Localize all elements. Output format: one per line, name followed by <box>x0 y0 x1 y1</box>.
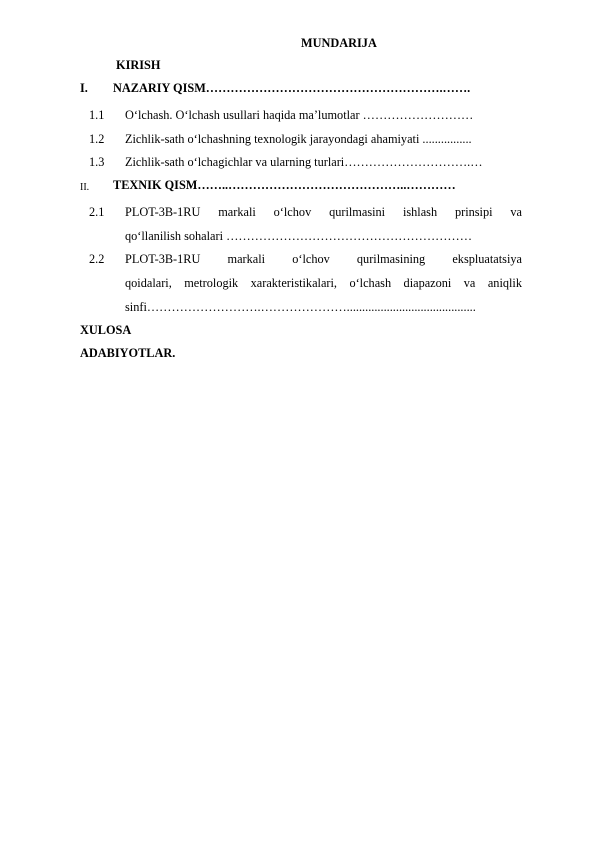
toc-entry-intro: KIRISH <box>116 58 161 72</box>
toc-entry-conclusion: XULOSA <box>80 323 132 337</box>
section-number-2: II. <box>80 182 90 193</box>
section-title-2: TEXNIK QISM……..……………………………………..………… <box>113 178 456 192</box>
toc-item-text-continued: qo‘llanilish sohalari …………………………………………………… <box>125 229 473 243</box>
toc-item-text: O‘lchash. O‘lchash usullari haqida ma’lumotlar ……………………… <box>125 108 474 122</box>
toc-item-text: PLOT-3B-1RU markali o‘lchov qurilmasining ekspluatatsiya <box>125 252 522 266</box>
toc-item-number: 1.3 <box>89 155 105 169</box>
toc-item-text: Zichlik-sath o‘lchashning texnologik jarayondagi ahamiyati ................ <box>125 132 472 146</box>
section-number-1: I. <box>80 81 88 95</box>
toc-item-text: PLOT-3B-1RU markali o‘lchov qurilmasini ishlash prinsipi va <box>125 205 522 219</box>
toc-item-text-continued: sinfi……………………….………………….......................................... <box>125 300 476 314</box>
toc-item-text: Zichlik-sath o‘lchagichlar va ularning turlari………………………….… <box>125 155 483 169</box>
toc-item-number: 1.2 <box>89 132 105 146</box>
toc-item-number: 1.1 <box>89 108 105 122</box>
toc-item-number: 2.2 <box>89 252 105 266</box>
toc-entry-references: ADABIYOTLAR. <box>80 346 176 360</box>
toc-item-number: 2.1 <box>89 205 105 219</box>
toc-item-text-continued: qoidalari, metrologik xarakteristikalari, o‘lchash diapazoni va aniqlik <box>125 276 522 290</box>
section-title-1: NAZARIY QISM………………………………………………….……. <box>113 81 471 95</box>
page-title: MUNDARIJA <box>301 36 377 50</box>
